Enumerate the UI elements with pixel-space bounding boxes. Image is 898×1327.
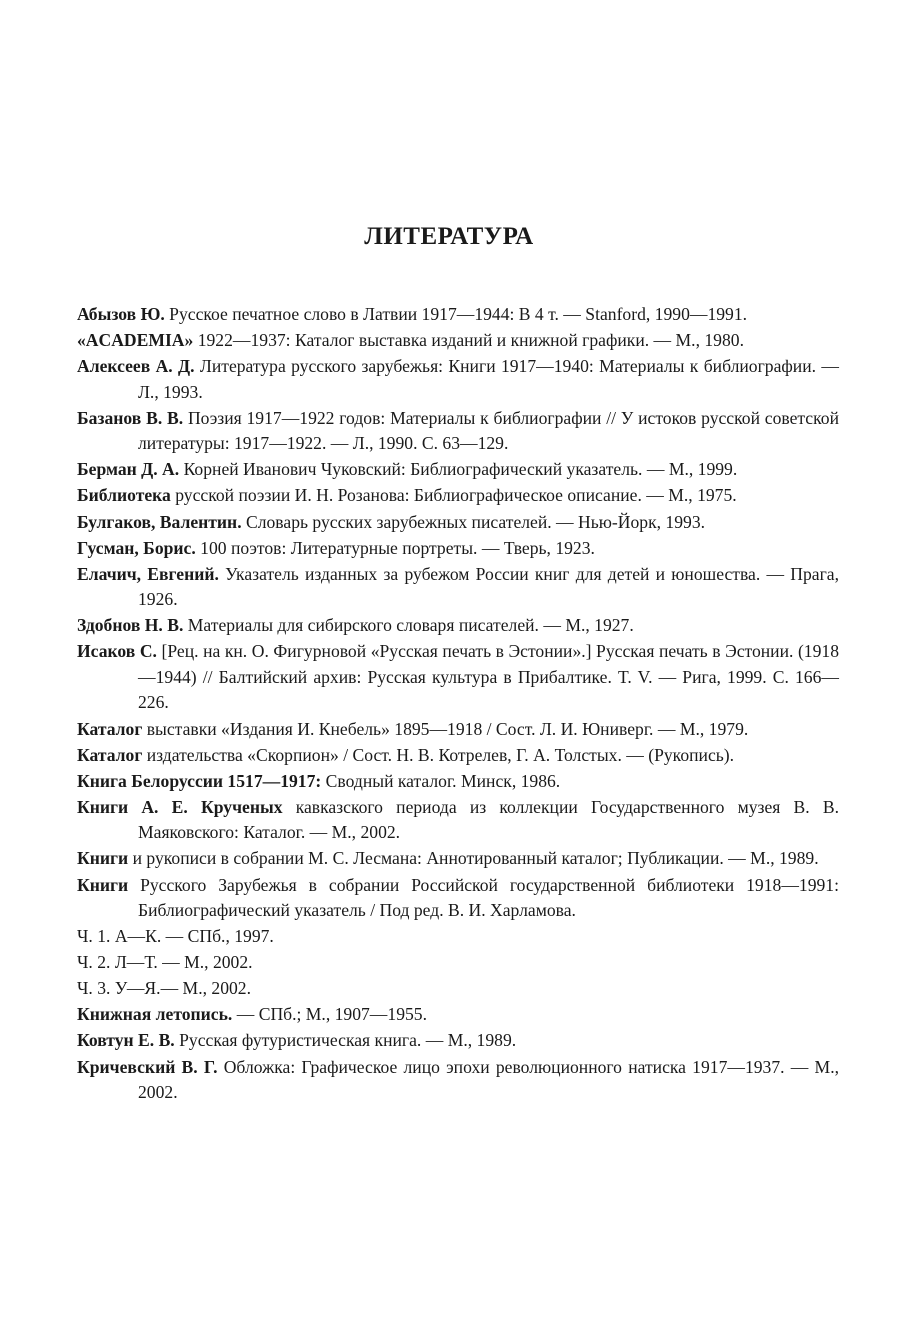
entry-text: Ч. 3. У—Я.— М., 2002.: [77, 978, 251, 999]
entry-text: Русское печатное слово в Латвии 1917—1944: В 4 т. — Stanford, 1990—1991.: [164, 304, 748, 324]
bibliography-entry: [77, 510, 839, 536]
entry-text: 100 поэтов: Литературные портреты. — Тверь, 1923.: [195, 537, 595, 558]
bibliography-subentry: [77, 950, 839, 976]
entry-text: кавказского периода из коллекции Государственного музея В. В. Маяковского: Каталог. — М., 2002.: [138, 796, 840, 843]
entry-author: «ACADEMIA»: [77, 330, 194, 351]
bibliography-list: [77, 302, 839, 1106]
entry-author: Каталог: [77, 744, 143, 765]
bibliography-entry: [77, 1055, 839, 1106]
page-title: ЛИТЕРАТУРА: [364, 223, 534, 250]
bibliography-entry: [77, 536, 839, 562]
bibliography-entry: [77, 639, 839, 716]
entry-author: Здобнов Н. В.: [77, 615, 184, 636]
entry-text: Ч. 2. Л—Т. — М., 2002.: [77, 952, 253, 973]
bibliography-entry: [77, 328, 839, 354]
entry-author: Базанов В. В.: [77, 407, 184, 428]
entry-author: Берман Д. А.: [77, 459, 180, 480]
entry-author: Алексеев А. Д.: [77, 356, 195, 377]
bibliography-entry: [77, 769, 839, 795]
entry-text: Русского Зарубежья в собрании Российской государственной библиотеки 1918—1991: Библиографический указатель / Под ред. В. И. Харламова.: [128, 874, 839, 920]
bibliography-entry: [77, 302, 839, 328]
bibliography-entry: [77, 613, 839, 639]
entry-text: выставки «Издания И. Кнебель» 1895—1918 / Сост. Л. И. Юниверг. — М., 1979.: [142, 718, 749, 739]
entry-text: Русская футуристическая книга. — М., 1989.: [174, 1030, 517, 1051]
entry-author: Книжная летопись.: [77, 1004, 233, 1025]
entry-author: Елачич, Евгений.: [77, 563, 219, 584]
entry-author: Книги: [77, 848, 129, 869]
bibliography-entry: [77, 1028, 839, 1054]
entry-text: издательства «Скорпион» / Сост. Н. В. Котрелев, Г. А. Толстых. — (Рукопись).: [142, 744, 735, 765]
entry-author: Книга Белоруссии 1517—1917:: [77, 770, 322, 791]
bibliography-entry: [77, 846, 839, 872]
entry-author: Исаков С.: [77, 641, 157, 662]
entry-text: Сводный каталог. Минск, 1986.: [321, 770, 561, 791]
entry-text: Обложка: Графическое лицо эпохи революционного натиска 1917—1937. — М., 2002.: [138, 1056, 839, 1103]
entry-author: Кричевский В. Г.: [77, 1056, 218, 1077]
entry-text: Поэзия 1917—1922 годов: Материалы к библиографии // У истоков русской советской литературы: 1917—1922. — Л., 1990. С. 63—129.: [138, 407, 839, 454]
entry-author: Булгаков, Валентин.: [77, 511, 242, 532]
entry-text: 1922—1937: Каталог выставка изданий и книжной графики. — М., 1980.: [193, 330, 744, 351]
bibliography-entry: [77, 873, 839, 924]
entry-text: Ч. 1. А—К. — СПб., 1997.: [77, 926, 274, 947]
bibliography-entry: [77, 354, 839, 405]
entry-text: — СПб.; М., 1907—1955.: [232, 1004, 427, 1025]
bibliography-entry: [77, 406, 839, 457]
entry-text: Материалы для сибирского словаря писателей. — М., 1927.: [183, 615, 634, 636]
bibliography-entry: [77, 562, 839, 613]
bibliography-entry: [77, 1002, 839, 1028]
bibliography-subentry: [77, 976, 839, 1002]
entry-author: Библиотека: [77, 485, 171, 506]
entry-author: Гусман, Борис.: [77, 537, 196, 558]
entry-author: Книги А. Е. Крученых: [77, 796, 283, 817]
entry-author: Ковтун Е. В.: [77, 1030, 175, 1051]
entry-text: Словарь русских зарубежных писателей. — Нью-Йорк, 1993.: [241, 511, 706, 532]
entry-text: Корней Иванович Чуковский: Библиографический указатель. — М., 1999.: [179, 459, 738, 480]
bibliography-entry: [77, 457, 839, 483]
bibliography-subentry: [77, 924, 839, 950]
bibliography-entry: [77, 717, 839, 743]
bibliography-entry: [77, 795, 839, 846]
entry-text: и рукописи в собрании М. С. Лесмана: Аннотированный каталог; Публикации. — М., 1989.: [128, 848, 819, 869]
entry-author: Абызов Ю.: [77, 304, 165, 324]
bibliography-entry: [77, 483, 839, 509]
entry-text: Литература русского зарубежья: Книги 1917—1940: Материалы к библиографии. — Л., 1993.: [138, 356, 839, 402]
bibliography-entry: [77, 743, 839, 769]
entry-text: Указатель изданных за рубежом России книг для детей и юношества. — Прага, 1926.: [138, 563, 839, 610]
entry-author: Книги: [77, 874, 129, 895]
entry-author: Каталог: [77, 718, 143, 739]
entry-text: русской поэзии И. Н. Розанова: Библиографическое описание. — М., 1975.: [170, 485, 737, 506]
entry-text: [Рец. на кн. О. Фигурновой «Русская печать в Эстонии».] Русская печать в Эстонии. (1918—1944) // Балтийский архив: Русская культура в Прибалтике. T. V. — Рига, 1999. С. 166—226.: [138, 641, 839, 713]
